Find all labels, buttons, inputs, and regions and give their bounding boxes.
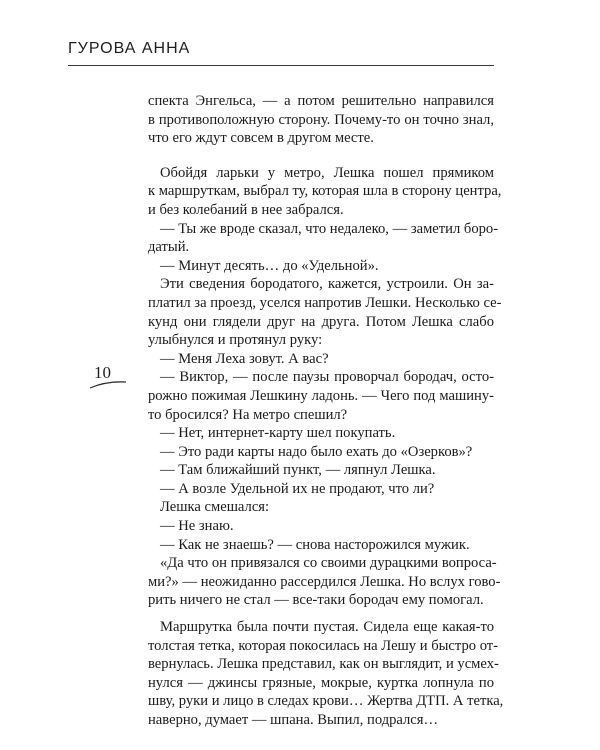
text-line: «Да что он привязался со своими дурацкими вопроса- [160,555,497,572]
text-line: — Ты же вроде сказал, что недалеко, — заметил боро- [160,220,499,237]
page-number: 10 [94,363,111,382]
text-line: — Не знаю. [160,518,234,535]
text-line: к маршруткам, выбрал ту, которая шла в сторону центра, [148,183,502,200]
text-line: — Это ради карты надо было ехать до «Озерков»? [160,443,473,460]
text-line: Лешка смешался: [160,499,270,516]
text-line: — Нет, интернет-карту шел покупать. [160,425,396,442]
header-divider [68,65,494,66]
paragraph-spacer [148,610,494,618]
body-text [148,92,504,730]
paragraph [148,498,494,517]
text-line: — Меня Леха зовут. А вас? [160,350,329,367]
section-break [148,148,494,164]
paragraph [148,517,494,536]
paragraph [148,461,494,480]
text-line: платил за проезд, уселся напротив Лешки. Несколько се- [148,294,502,311]
paragraph [148,164,502,220]
text-line: Эти сведения бородатого, кажется, устроили. Он за- [160,276,494,293]
text-line: ми?» — неожиданно рассердился Лешка. Но вслух гово- [148,573,501,590]
paragraph [148,424,494,443]
paragraph [148,554,501,610]
text-line: Обойдя ларьки у метро, Лешка пошел прямиком [160,164,494,181]
text-line: — Минут десять… до «Удельной». [160,257,379,274]
text-line: Маршрутка была почти пустая. Сидела еще какая-то [160,619,494,636]
text-line: толстая тетка, которая покосилась на Лешу и быстро от- [148,637,499,654]
paragraph [148,443,494,462]
paragraph [148,536,494,555]
text-line: нулся — джинсы грязные, мокрые, куртка лопнула по [148,674,494,691]
paragraph [148,275,502,349]
text-line: то бросился? На метро спешил? [148,406,348,423]
text-line: в противоположную сторону. Почему-то он точно знал, [148,111,494,128]
text-line: рить ничего не стал — все-таки бородач ему помогал. [148,592,484,609]
paragraph [148,350,494,369]
text-line: что его ждут совсем в другом месте. [148,130,374,147]
text-line: кунд они глядели друг на друга. Потом Лешка слабо [148,313,494,330]
paragraph [148,92,494,148]
paragraph [148,368,494,424]
paragraph [148,257,494,276]
text-line: вернулась. Лешка представил, как он выглядит, и усмех- [148,656,499,673]
text-line: рожно пожимая Лешкину ладонь. — Чего под машину- [148,387,494,404]
text-line: датый. [148,239,190,256]
text-line: наверно, думает — шпана. Выпил, подрался… [148,712,439,728]
text-line: — А возле Удельной их не продают, что ли? [160,480,435,497]
text-line: спекта Энгельса, — а потом решительно направился [148,93,494,109]
text-line: — Как не знаешь? — снова насторожился мужик. [160,536,470,553]
text-line: — Виктор, — после паузы проворчал бородач, осто- [160,369,494,386]
text-line: шву, руки и лицо в следах крови… Жертва ДТП. А тетка, [148,693,504,710]
paragraph [148,618,504,730]
text-line: улыбнулся и протянул руку: [148,332,323,349]
paragraph [148,480,494,499]
running-header: ГУРОВА АННА [68,40,191,57]
page-number-swash [88,380,128,390]
text-line: — Там ближайший пункт, — ляпнул Лешка. [160,462,436,479]
paragraph [148,220,499,257]
text-line: и без колебаний в нее забрался. [148,201,344,218]
